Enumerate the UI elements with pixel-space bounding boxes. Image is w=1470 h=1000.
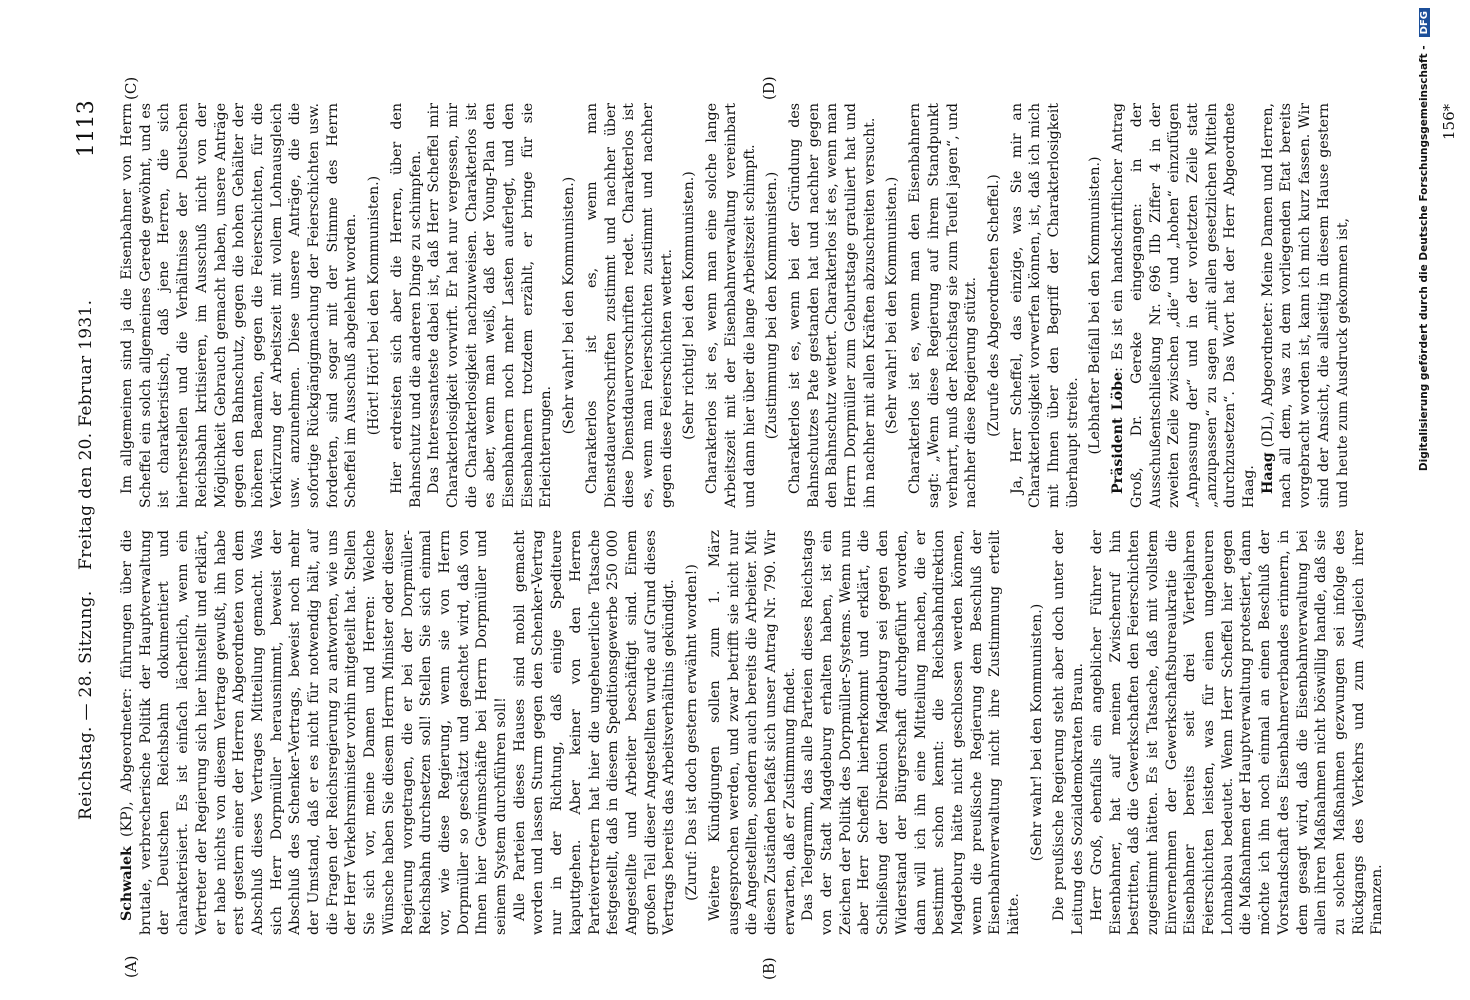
margin-mark-d: (D): [760, 76, 778, 100]
paragraph: Charakterlos ist es, wenn man Dienstdauervorschriften zustimmt und nachher über diese Dienstdauervorschriften redet. Charakterlos ist es, wenn man Feierschichten zustimmt und nachher gegen diese Feierschichten wettert.: [583, 103, 675, 508]
speaker-paragraph: [118, 530, 511, 935]
speaker-paragraph: [1109, 103, 1259, 508]
interjection: (Sehr richtig! bei den Kommunisten.): [681, 171, 698, 440]
signature-mark: 156*: [1440, 103, 1458, 140]
speech-text: (KP), Abgeordneter: führungen über die brutale, verbrecherische Politik der Hauptverwaltung der Deutschen Reichsbahn dokumentiert und charakterisiert. Es ist einfach lächerlich, wenn ein Vertreter der Regierung sich hier hinstellt und erklärt, er habe nichts von diesem Vertrage gewußt, ihn habe erst gestern einer der Herren Abgeordneten von dem Abschluß dieses Vertrages Mitteilung gemacht. Was sich Herr Dorpmüller herausnimmt, beweist der Abschluß des Schenker-Vertrags, beweist noch mehr der Umstand, daß er es nicht für notwendig hält, auf die Fragen der Reichsregierung zu antworten, wie uns der Herr Verkehrsminister vorhin mitgeteilt hat. Stellen Sie sich vor, meine Damen und Herren: Welche Wünsche haben Sie diesem Herrn Minister oder dieser Regierung vorgetragen, die er bei der Dorpmüller-Reichsbahn durchsetzen soll! Stellen Sie sich einmal vor, wie diese Regierung, wenn sie von Herrn Dorpmüller so geschätzt und geachtet wird, daß von Ihnen hier Gewinnschäfte bei Herrn Dorpmüller und seinem System durchführen soll!: [119, 530, 510, 935]
interjection: (Zuruf: Das ist doch gestern erwähnt worden!): [684, 564, 701, 901]
speech-text: : Es ist ein handschriftlicher Antrag Groß, Dr. Gereke eingegangen: in der Ausschußentschließung Nr. 696 IIb Ziffer 4 in der zweiten Zeile zwischen „die“ und „hohen“ einzufügen „Anpassung der“ und in der vorletzten Zeile statt „anzupassen“ zu sagen „mit allen gesetzlichen Mitteln durchzusetzen“. Das Wort hat der Herr Abgeordnete Haag.: [1110, 103, 1258, 508]
interjection: (Sehr wahr! bei den Kommunisten.): [1028, 603, 1045, 862]
margin-mark-b: (B): [760, 957, 778, 980]
digitization-sidebar: [1418, 8, 1432, 988]
margin-mark-a: (A): [122, 955, 140, 978]
interjection: (Zurufe des Abgeordneten Scheffel.): [985, 174, 1002, 437]
running-header: [70, 90, 110, 990]
interjection: (Sehr wahr! bei den Kommunisten.): [884, 176, 901, 435]
speaker-name: Schwalek: [119, 846, 135, 921]
speech-text: (DL), Abgeordneter: Meine Damen und Herren, nach all dem, was zu dem vorliegenden Etat bereits vorgebracht worden ist, kann ich mich kurz fassen. Wir sind der Ansicht, die allseitig in diesem Hause gestern und heute zum Ausdruck gekommen ist,: [1259, 103, 1351, 508]
paragraph: Herr Groß, ebenfalls ein angeblicher Führer der Eisenbahner, hat auf meinen Zwischenruf hin bestritten, daß die Gewerkschaften den Feierschichten zugestimmt hätten. Es ist Tatsache, daß mit vollstem Einvernehmen der Gewerkschaftsbureaukratie die Eisenbahner bereits seit drei Vierteljahren Feierschichten leisten, was für einen ungeheuren Lohnabbau bedeutet. Wenn Herr Scheffel hier gegen die Maßnahmen der Hauptverwaltung protestiert, dann möchte ich ihn noch einmal an einen Beschluß der Vorstandschaft des Eisenbahnerverbandes erinnern, in dem gesagt wird, daß die Eisenbahnverwaltung bei allen ihren Maßnahmen nicht böswillig handle, daß sie zu solchen Maßnahmen gezwungen sei infolge des Rückgangs des Verkehrs und zum Ausgleich ihrer Finanzen.: [1088, 530, 1386, 935]
paragraph: Ja, Herr Scheffel, das einzige, was Sie mir an Charakterlosigkeit vorwerfen können, ist, daß ich mich mit Ihnen über den Begriff der Charakterlosigkeit überhaupt streite.: [1008, 103, 1081, 508]
paragraph: Charakterlos ist es, wenn bei der Gründung des Bahnschutzes Pate gestanden hat und nachher gegen den Bahnschutz wettert. Charakterlos ist es, wenn man Herrn Dorpmüller zum Geburtstage gratuliert hat und ihn nachher mit allen Kräften abzuschreiten versucht.: [786, 103, 878, 508]
digitization-note: Digitalisierung gefördert durch die Deutsche Forschungsgemeinschaft -: [1418, 45, 1430, 472]
paragraph: Das Interessanteste dabei ist, daß Herr Scheffel mir Charakterlosigkeit vorwirft. Er hat nur vergessen, mir die Charakterlosigkeit nachzuweisen. Charakterlos ist es aber, wenn man weiß, daß der Young-Plan den Eisenbahnern noch mehr Lasten auferlegt, und den Eisenbahnern trotzdem erzählt, er bringe für sie Erleichterungen.: [426, 103, 555, 508]
interjection: (Sehr wahr! bei den Kommunisten.): [561, 176, 578, 435]
speaker-paragraph: [1259, 103, 1353, 508]
paragraph: Im allgemeinen sind ja die Eisenbahner von Herrn Scheffel ein solch allgemeines Gerede gewöhnt, und es ist charakteristisch, daß jene Herren, die sich hierherstellen und die Verhältnisse der Deutschen Reichsbahn kritisieren, im Ausschuß nicht von der Möglichkeit Gebrauch gemacht haben, unsere Anträge gegen den Bahnschutz, gegen die hohen Gehälter der höheren Beamten, gegen die Feierschichten, für die Verkürzung der Arbeitszeit mit vollem Lohnausgleich usw. anzunehmen. Diese unsere Anträge, die die sofortige Rückgängigmachung der Feierschichten usw. forderten, sind sogar mit der Stimme des Herrn Scheffel im Ausschuß abgelehnt worden.: [119, 103, 360, 508]
page-number: 1113: [74, 100, 99, 158]
interjection: (Zustimmung bei den Kommunisten.): [764, 171, 781, 440]
right-column: [118, 103, 1352, 508]
interjection: (Lebhafter Beifall bei den Kommunisten.): [1087, 156, 1104, 455]
margin-mark-c: (C): [122, 76, 140, 100]
paragraph: Charakterlos ist es, wenn man eine solche lange Arbeitszeit mit der Eisenbahnverwaltung vereinbart und dann hier über die lange Arbeitszeit schimpft.: [704, 103, 758, 508]
speaker-name: Haag: [1259, 452, 1276, 494]
running-head-left: Reichstag. — 28. Sitzung.: [76, 590, 96, 820]
dfg-logo: DFG: [1419, 8, 1430, 37]
paragraph: Das Telegramm, das alle Parteien dieses Reichstags von der Stadt Magdeburg erhalten haben, ist ein Zeichen der Politik des Dorpmüller-Systems. Wenn nun aber Herr Scheffel hierherkommt und erklärt, die Schließung der Direktion Magdeburg sei gegen den Widerstand der Bürgerschaft durchgeführt worden, dann will ich ihn eine Mitteilung machen, die er bestimmt schon kennt: die Reichsbahndirektion Magdeburg hätte nicht geschlossen werden können, wenn die preußische Regierung dem Beschluß der Eisenbahnverwaltung nicht ihre Zustimmung erteilt hätte.: [800, 530, 1023, 935]
paragraph: Die preußische Regierung steht aber doch unter der Leitung des Sozialdemokraten Braun.: [1051, 530, 1087, 935]
speaker-name: Präsident Löbe: [1110, 371, 1127, 494]
left-column: [118, 530, 1387, 935]
running-head-date: Freitag den 20. Februar 1931.: [76, 299, 96, 570]
paragraph: Hier erdreisten sich aber die Herren, über den Bahnschutz und die anderen Dinge zu schimpfen.: [388, 103, 424, 508]
interjection: (Hört! Hört! bei den Kommunisten.): [366, 175, 383, 436]
paragraph: Charakterlos ist es, wenn man den Eisenbahnern sagt: „Wenn diese Regierung auf ihrem Standpunkt verharrt, muß der Reichstag sie zum Teufel jagen“, und nachher diese Regierung stützt.: [907, 103, 980, 508]
rotated-page: [70, 76, 1470, 990]
paragraph: Weitere Kündigungen sollen zum 1. März ausgesprochen werden, und zwar betrifft sie nicht nur die Angestellten, sondern auch bereits die Arbeiter. Mit diesen Zuständen befaßt sich unser Antrag Nr. 790. Wir erwarten, daß er Zustimmung findet.: [706, 530, 798, 935]
paragraph: Alle Parteien dieses Hauses sind mobil gemacht worden und lassen Sturm gegen den Schenker-Vertrag nur in der Richtung, daß einige Spediteure kaputtgehen. Aber keiner von den Herren Parteivertretern hat hier die ungeheuerliche Tatsache festgestellt, daß in diesem Speditionsgewerbe 250 000 Angestellte und Arbeiter beschäftigt sind. Einem großen Teil dieser Angestellten wurde auf Grund dieses Vertrags bereits das Arbeitsverhältnis gekündigt.: [511, 530, 678, 935]
